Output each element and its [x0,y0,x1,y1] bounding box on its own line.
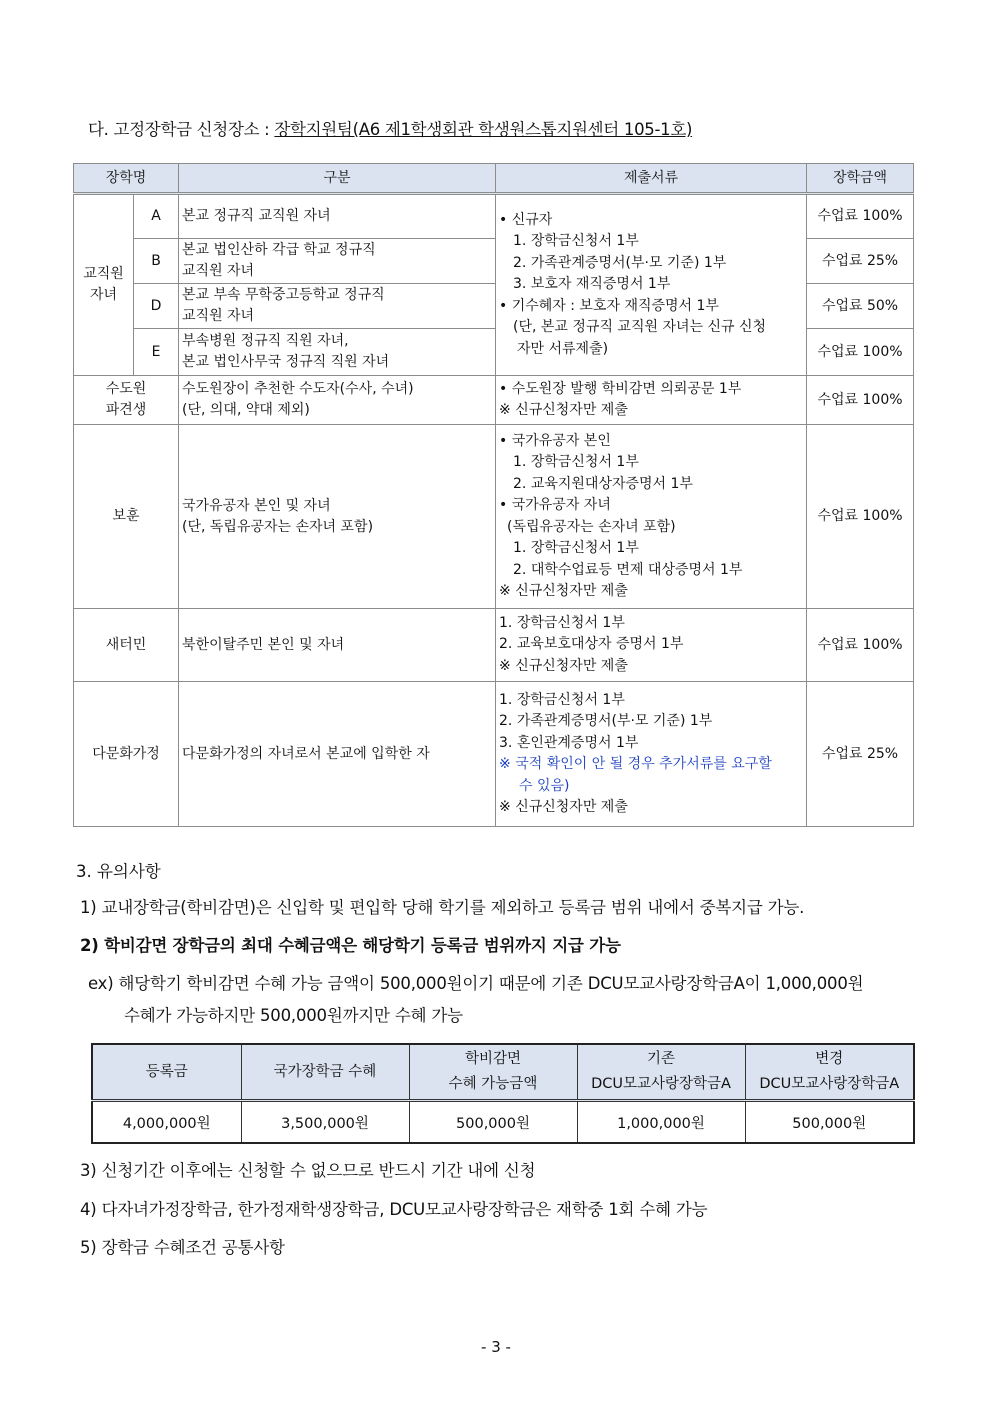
doc-line: 1. 장학금신청서 1부 [499,614,625,631]
value-cell: 500,000원 [409,1101,577,1144]
note-1: 1) 교내장학금(학비감면)은 신입학 및 편입학 당해 학기를 제외하고 등록금 범위 내에서 중복지급 가능. [80,898,805,917]
desc-line: (단, 의대, 약대 제외) [182,402,310,418]
doc-line: 2. 가족관계증명서(부·모 기준) 1부 [499,713,713,729]
table-header-row [74,164,914,194]
row-desc [179,329,496,376]
header-line: 수혜 가능금액 [448,1076,538,1092]
section-title-notes: 3. 유의사항 [76,862,161,881]
note-2: 2) 학비감면 장학금의 최대 수혜금액은 해당학기 등록금 범위까지 지급 가능 [80,936,621,955]
bohun-name-cell: 보훈 [74,425,179,609]
note-example-line1: ex) 해당학기 학비감면 수혜 가능 금액이 500,000원이기 때문에 기존 DCU모교사랑장학금A이 1,000,000원 [88,974,864,993]
note-4: 4) 다자녀가정장학금, 한가정재학생장학금, DCU모교사랑장학금은 재학중 1회 수혜 가능 [80,1200,708,1219]
desc-line: 본교 법인사무국 정규직 직원 자녀 [182,354,390,370]
multicultural-name-cell: 다문화가정 [74,682,179,827]
doc-line: • 신규자 [499,211,553,228]
desc-line: 수도원장이 추천한 수도자(수사, 수녀) [182,381,414,397]
desc-line: 국가유공자 본인 및 자녀 [182,497,331,514]
header-changed [745,1044,914,1101]
doc-line: 2. 가족관계증명서(부·모 기준) 1부 [513,254,727,271]
header-amount: 장학금액 [807,164,914,194]
row-amount: 수업료 100% [807,425,914,609]
faculty-docs-cell [496,194,807,376]
row-code: E [134,329,179,376]
row-amount: 수업료 100% [807,194,914,239]
header-line: 기존 [646,1051,675,1067]
doc-line: 1. 장학금신청서 1부 [499,691,625,708]
doc-line: (독립유공자는 손자녀 포함) [507,518,676,535]
table-row [74,194,914,239]
doc-line: 자만 서류제출) [517,340,609,357]
multicultural-docs-cell [496,682,807,827]
heading-location: 장학지원팀(A6 제1학생회관 학생원스톱지원센터 105-1호) [274,120,693,139]
saetomin-name-cell: 새터민 [74,609,179,682]
faculty-group-line1: 교직원 [83,266,124,282]
desc-line: 본교 부속 무학중고등학교 정규직 [182,287,385,303]
faculty-group-line2: 자녀 [89,287,118,303]
row-desc [179,284,496,329]
doc-line: • 국가유공자 자녀 [499,497,611,513]
sudowon-name-cell [74,376,179,425]
note-5: 5) 장학금 수혜조건 공통사항 [80,1238,285,1257]
doc-line: ※ 신규신청자만 제출 [499,583,628,599]
header-previous [577,1044,745,1101]
doc-line: 3. 보호자 재직증명서 1부 [513,276,671,293]
doc-line: ※ 신규신청자만 제출 [499,799,628,815]
header-line: DCU모교사랑장학금A [759,1076,900,1092]
desc-line: 교직원 자녀 [182,263,255,279]
row-code: B [134,239,179,284]
doc-line: • 국가유공자 본인 [499,432,611,449]
header-line: 변경 [815,1051,844,1067]
row-amount: 수업료 100% [807,609,914,682]
doc-line: ※ 신규신청자만 제출 [499,657,628,674]
row-code: D [134,284,179,329]
bohun-docs-cell [496,425,807,609]
example-header-row [92,1044,914,1101]
desc-line: 부속병원 정규직 직원 자녀, [182,333,349,349]
row-amount: 수업료 100% [807,329,914,376]
row-desc [179,239,496,284]
header-tuition: 등록금 [92,1044,241,1101]
row-amount: 수업료 50% [807,284,914,329]
header-name: 장학명 [74,164,179,194]
value-cell: 1,000,000원 [577,1101,745,1144]
doc-line: • 수도원장 발행 학비감면 의뢰공문 1부 [499,380,742,397]
doc-line: 3. 혼인관계증명서 1부 [499,734,639,751]
desc-line: (단, 독립유공자는 손자녀 포함) [182,518,374,535]
doc-line-notice: ※ 국적 확인이 안 될 경우 추가서류를 요구할 [499,756,772,772]
name-line: 수도원 [105,381,147,397]
row-desc: 북한이탈주민 본인 및 자녀 [179,609,496,682]
table-row [74,682,914,827]
row-amount: 수업료 25% [807,239,914,284]
example-table [91,1043,915,1144]
doc-line-notice: 수 있음) [519,777,570,794]
header-category: 구분 [179,164,496,194]
name-line: 파견생 [105,402,147,418]
header-documents: 제출서류 [496,164,807,194]
row-desc [179,425,496,609]
doc-line: 1. 장학금신청서 1부 [513,233,639,250]
doc-line: 2. 교육보호대상자 증명서 1부 [499,636,684,653]
doc-line: 1. 장학금신청서 1부 [513,540,639,556]
note-example-line2: 수혜가 가능하지만 500,000원까지만 수혜 가능 [124,1006,463,1025]
sudowon-docs-cell [496,376,807,425]
header-line: DCU모교사랑장학금A [591,1076,731,1092]
doc-line: • 기수혜자 : 보호자 재직증명서 1부 [499,297,719,314]
desc-line: 교직원 자녀 [182,308,255,324]
doc-line: (단, 본교 정규직 교직원 자녀는 신규 신청 [513,319,767,336]
saetomin-docs-cell [496,609,807,682]
note-3: 3) 신청기간 이후에는 신청할 수 없으므로 반드시 기간 내에 신청 [80,1161,536,1180]
section-heading-location [88,116,692,140]
row-code: A [134,194,179,239]
row-amount: 수업료 100% [807,376,914,425]
doc-line: 2. 교육지원대상자증명서 1부 [513,475,693,492]
table-row [74,609,914,682]
doc-line: ※ 신규신청자만 제출 [499,402,628,418]
desc-line: 본교 법인산하 각급 학교 정규직 [182,242,376,258]
value-cell: 500,000원 [745,1101,914,1144]
row-desc [179,194,496,239]
value-cell: 4,000,000원 [92,1101,241,1144]
row-desc: 다문화가정의 자녀로서 본교에 입학한 자 [179,682,496,827]
row-desc [179,376,496,425]
desc-line: 본교 정규직 교직원 자녀 [182,208,331,224]
header-line: 학비감면 [464,1051,522,1067]
table-row [74,425,914,609]
table-row [74,376,914,425]
page-number: - 3 - [481,1338,511,1356]
value-cell: 3,500,000원 [241,1101,409,1144]
header-national-scholarship: 국가장학금 수혜 [241,1044,409,1101]
doc-line: 1. 장학금신청서 1부 [513,454,639,470]
doc-line: 2. 대학수업료등 면제 대상증명서 1부 [513,561,743,578]
header-reduction [409,1044,577,1101]
example-value-row [92,1101,914,1144]
heading-prefix: 다. 고정장학금 신청장소 : [88,120,275,139]
row-amount: 수업료 25% [807,682,914,827]
scholarship-table [73,163,914,827]
faculty-group-cell [74,194,134,376]
